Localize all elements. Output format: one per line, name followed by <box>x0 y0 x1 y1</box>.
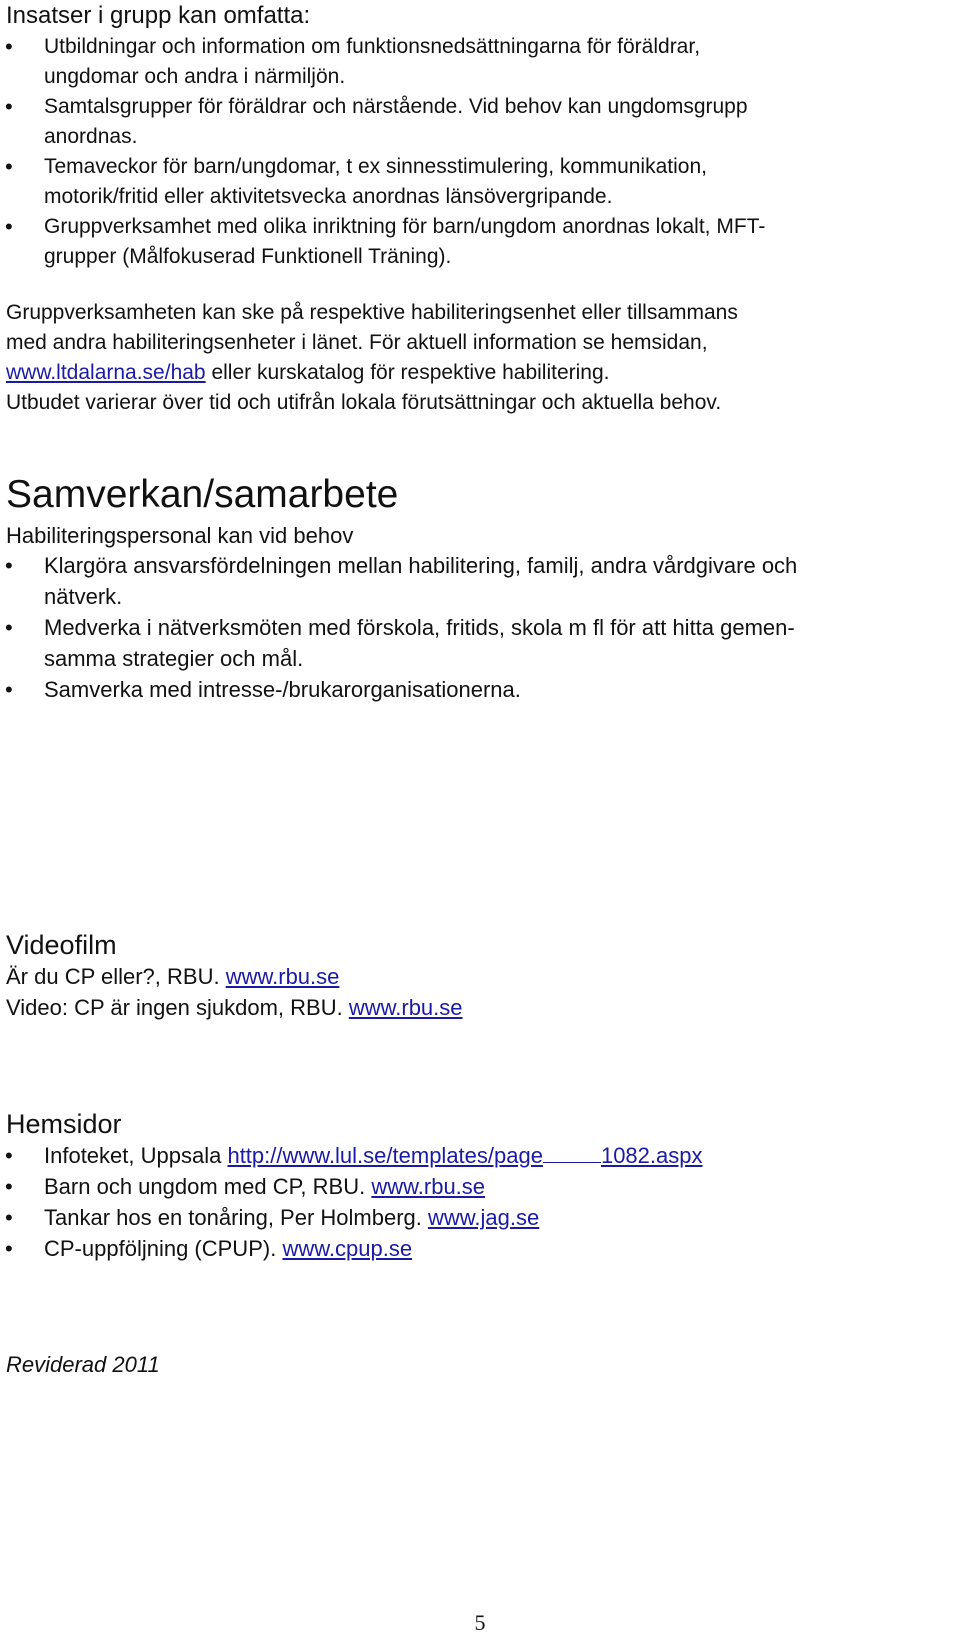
section-heading-websites: Hemsidor <box>6 1109 122 1139</box>
section-heading-group-efforts: Insatser i grupp kan omfatta: <box>6 2 311 29</box>
rbu-link[interactable]: www.rbu.se <box>371 1174 486 1199</box>
section-heading-cooperation: Samverkan/samarbete <box>6 473 399 516</box>
cooperation-list <box>0 550 960 705</box>
list-item: • Barn och ungdom med CP, RBU. www.rbu.se <box>0 1171 960 1202</box>
list-item: • Temaveckor för barn/ungdomar, t ex sinnesstimulering, kommunikation, motorik/fritid eller aktivitetsvecka anordnas länsövergripande. <box>0 152 960 212</box>
infoteket-link[interactable]: http://www.lul.se/templates/page 1082.aspx <box>227 1143 703 1168</box>
list-item: • Samtalsgrupper för föräldrar och närstående. Vid behov kan ungdomsgrupp anordnas. <box>0 92 960 152</box>
websites-list <box>0 1140 960 1264</box>
list-item: • Klargöra ansvarsfördelningen mellan habilitering, familj, andra vårdgivare och nätverk. <box>0 550 960 612</box>
jag-link[interactable]: www.jag.se <box>427 1205 540 1230</box>
section-group-efforts <box>0 0 960 272</box>
section-websites <box>0 1108 960 1264</box>
revision-note: Reviderad 2011 <box>6 1352 160 1377</box>
group-efforts-paragraph: Gruppverksamheten kan ske på respektive habiliteringsenhet eller tillsammans med andra habiliteringsenheter i länet. För aktuell information se hemsidan, www.ltdalarna.se/hab eller kurskatalog för respektive habilitering. Utbudet varierar över tid och utifrån lokala förutsättningar och aktuella behov. <box>6 301 738 414</box>
section-cooperation <box>0 472 960 518</box>
ltdalarna-link[interactable]: www.ltdalarna.se/hab <box>6 361 206 384</box>
list-item: • CP-uppföljning (CPUP). www.cpup.se <box>0 1233 960 1264</box>
list-item: • Infoteket, Uppsala http://www.lul.se/templates/page 1082.aspx <box>0 1140 960 1171</box>
list-item: • Medverka i nätverksmöten med förskola, fritids, skola m fl för att hitta gemen- samma strategier och mål. <box>0 612 960 674</box>
section-video: Videofilm Är du CP eller?, RBU. www.rbu.se Video: CP är ingen sjukdom, RBU. www.rbu.se <box>0 929 960 1023</box>
list-item: • Gruppverksamhet med olika inriktning för barn/ungdom anordnas lokalt, MFT- grupper (Målfokuserad Funktionell Träning). <box>0 212 960 272</box>
list-item: • Utbildningar och information om funktionsnedsättningarna för föräldrar, ungdomar och andra i närmiljön. <box>0 32 960 92</box>
section-heading-video: Videofilm <box>6 930 117 960</box>
cpup-link[interactable]: www.cpup.se <box>282 1236 413 1261</box>
list-item: • Tankar hos en tonåring, Per Holmberg. www.jag.se <box>0 1202 960 1233</box>
cooperation-intro: Habiliteringspersonal kan vid behov <box>6 523 354 548</box>
page-number: 5 <box>474 1610 486 1635</box>
rbu-link[interactable]: www.rbu.se <box>348 995 463 1020</box>
group-efforts-list <box>0 32 960 272</box>
rbu-link[interactable]: www.rbu.se <box>225 964 340 989</box>
list-item: • Samverka med intresse-/brukarorganisationerna. <box>0 674 960 705</box>
